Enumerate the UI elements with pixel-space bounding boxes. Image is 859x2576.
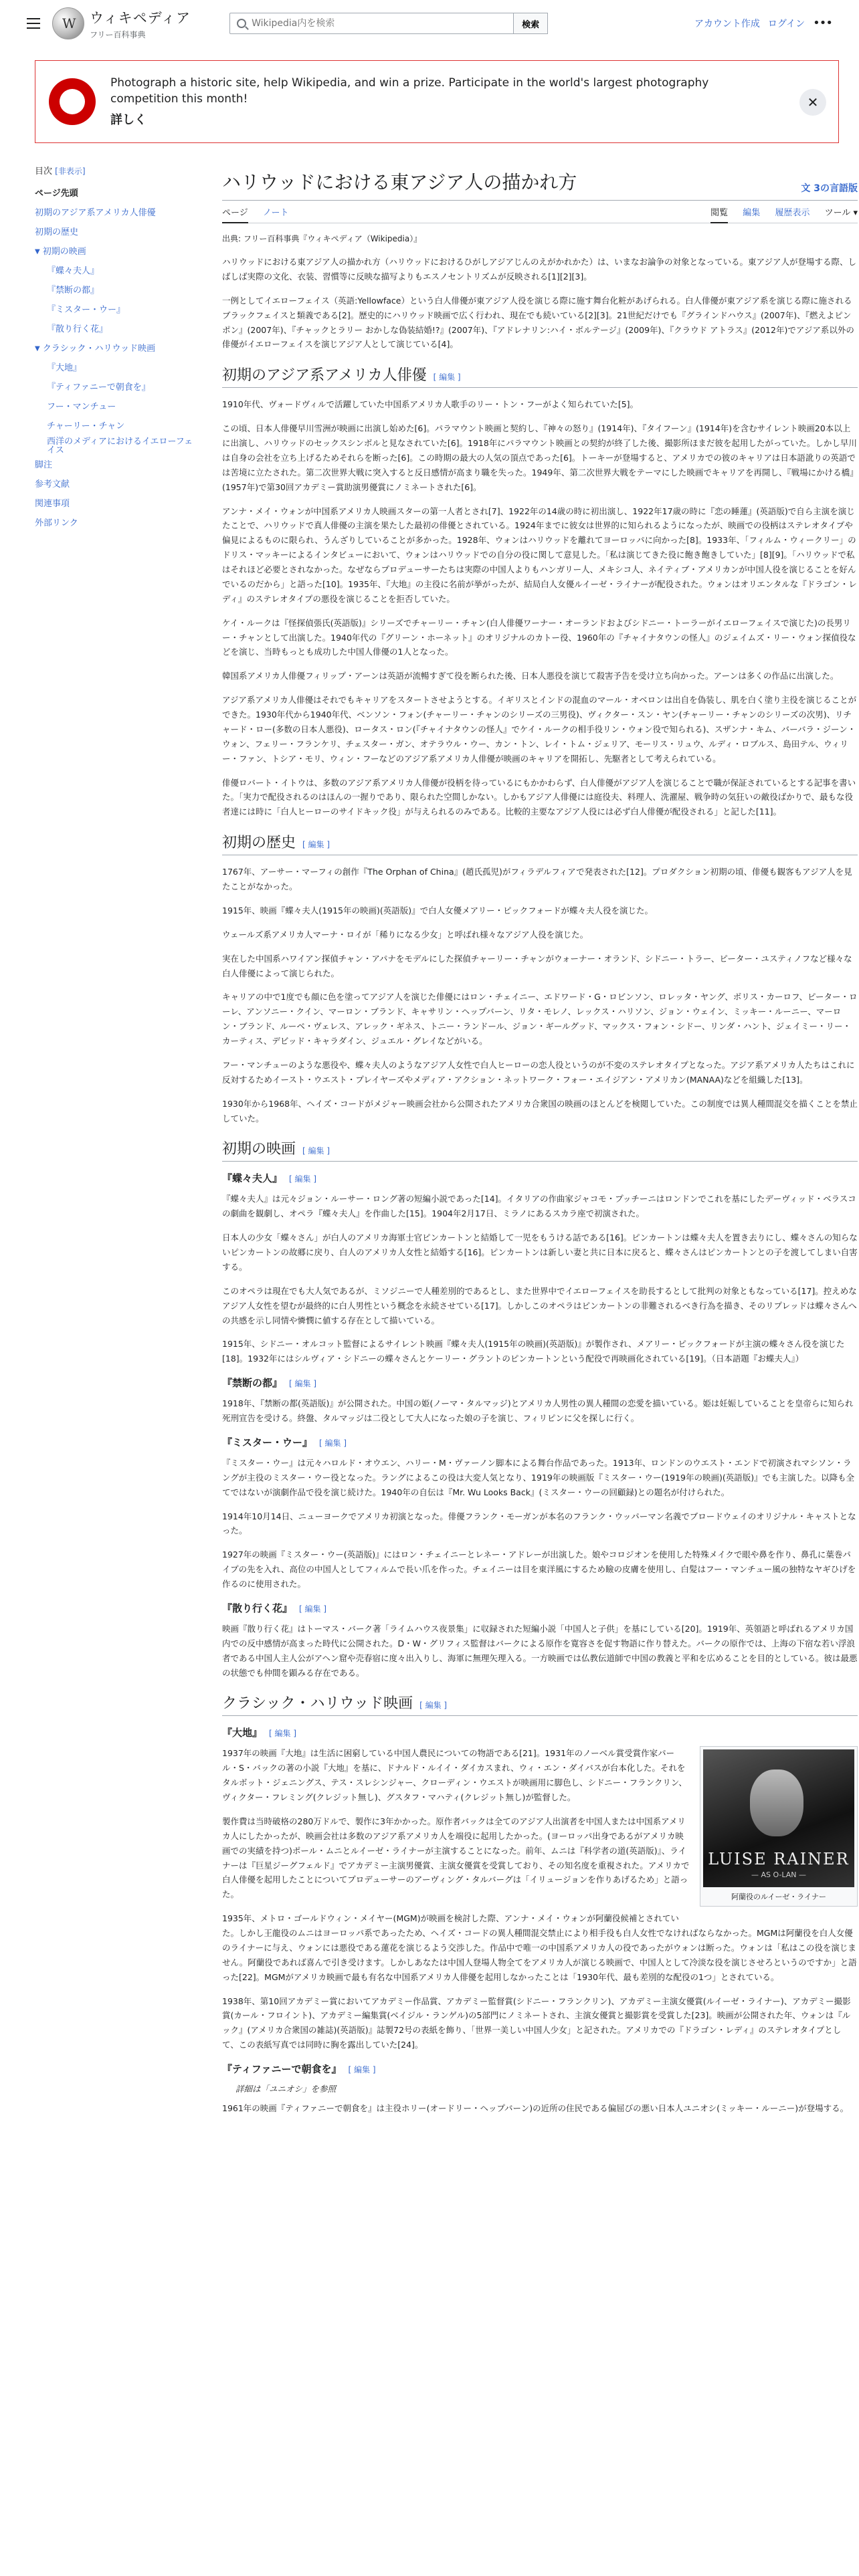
section-edit-link[interactable]: [ 編集 ] [269, 1729, 297, 1739]
article-paragraph: 1914年10月14日、ニューヨークでアメリカ初演となった。俳優フランク・モーガンが本名のフランク・ウッパーマン名義でブロードウェイのオリジナル・キャストとなった。 [222, 1511, 856, 1536]
wiki-loves-monuments-logo-icon [49, 78, 96, 125]
toc-item-label: クラシック・ハリウッド映画 [42, 344, 156, 354]
section-edit-link[interactable]: [ 編集 ] [319, 1438, 347, 1448]
search-button[interactable]: 検索 [514, 13, 548, 34]
toc-item-label: 初期の映画 [42, 247, 86, 257]
photo-competition-banner [35, 60, 839, 143]
tab-history[interactable]: 履歴表示 [775, 208, 810, 218]
banner-text: Photograph a historic site, help Wikipedia, and win a prize. Participate in the world's largest photography competition this month! [110, 76, 709, 106]
toc-item-label: 西洋のメディアにおけるイエローフェイス [47, 436, 193, 455]
toc-item-label: ページ先頭 [35, 189, 78, 199]
article-source-line: 出典: フリー百科事典『ウィキペディア（Wikipedia）』 [222, 234, 422, 243]
toc-item[interactable] [35, 300, 194, 320]
toc-item-label: フー・マンチュー [47, 402, 116, 412]
section-edit-link[interactable]: [ 編集 ] [302, 840, 330, 850]
article-paragraph: 俳優ロバート・イトウは、多数のアジア系アメリカ人俳優が役柄を待っているにもかかわらず、白人俳優がアジア人を演じることで職が保証されているとする記事を書いた。「実力で配役されるのはほんの一握りであり、限られた空間しかない。しかもアジア人俳優には庭役夫、料理人、洗濯屋、戦争時の気狂いの敵役ばかりで、最もな役者達には時に「白人ヒーローのサイドキック役」が与えられるのみである。比較的主要なアジア人役には必ず白人俳優が配役される」と記した[11]。 [222, 777, 856, 817]
main-menu-icon[interactable] [27, 18, 40, 29]
article-paragraph: 1935年、メトロ・ゴールドウィン・メイヤー(MGM)が映画を検討した際、アンナ・メイ・ウォンが阿蘭役候補とされていた。しかし王龍役のムニはヨーロッパ系であったため、ヘイズ・コードの異人種間混交禁止により相手役も白人女性でなければならなかった。MGMは阿蘭役を白人女優のライナーに与え、ウォンには悪役である蓮花を演じるよう交渉した。作品中で唯一の中国系アメリカ人の役であったがウォンは断った。ウォンは「私はこの役を演じません。阿蘭役であれば喜んで引き受けます。しかしあなたは中国人登場人物全てをアメリカ人が演じる映画で、中国人として冷淡な役を演じさせろというのですか」と語った[22]。MGMがアメリカ映画で最も有名な中国系アメリカ人俳優を起用しなかったことは「1930年代、最も差別的な配役の1つ」とされている。 [222, 1913, 857, 1982]
section-heading: 初期のアジア系アメリカ人俳優 [ 編集 ] [222, 364, 858, 388]
article-paragraph: キャリアの中で1度でも顔に色を塗ってアジア人を演じた俳優にはロン・チェイニー、エドワード・G・ロビンソン、ロレッタ・ヤング、ボリス・カーロフ、ピーター・ローレ、アンソニー・クイン、マーロン・ブランド、キャサリン・ヘップバーン、リタ・モレノ、レックス・ハリソン、ジョン・ウェイン、ミッキー・ルーニー、マーロン・ブランド、ルーベ・ヴェレス、アレック・ギネス、トニー・ランドール、ジョン・ギールグッド、マックス・フォン・シドー、リンダ・ハント、ジェイミー・リー・カーティス、デビッド・キャラダイン、ジュエル・グレイなどがいる。 [222, 992, 858, 1046]
search-input[interactable] [252, 18, 492, 29]
article-figure[interactable] [700, 1746, 858, 1907]
section-edit-link[interactable]: [ 編集 ] [348, 2065, 376, 2074]
figure-caption: 阿蘭役のルイーゼ・ライナー [731, 1893, 826, 1902]
wikipedia-wordmark[interactable] [90, 7, 191, 40]
toc-item[interactable] [35, 514, 194, 533]
article-paragraph: 『蝶々夫人』は元々ジョン・ルーサー・ロング著の短編小説であった[14]。イタリアの作曲家ジャコモ・プッチーニはロンドンでこれを基にしたデーヴィッド・ベラスコの劇曲を観劇し、オペラ『蝶々夫人』を作曲した[15]。1904年2月17日、ミラノにあるスカラ座で初演された。 [222, 1194, 856, 1219]
article-paragraph: ウェールズ系アメリカ人マーナ・ロイが「稀りになる少女」と呼ばれ様々なアジア人役を演じた。 [222, 929, 589, 940]
toc-item-label: 初期の歴史 [35, 227, 79, 237]
tab-edit[interactable]: 編集 [743, 208, 761, 218]
tab-read[interactable]: 閲覧 [710, 208, 728, 223]
article-paragraph: 1961年の映画『ティファニーで朝食を』は主役ホリー(オードリー・ヘップバーン)の近所の住民である偏屈びの悪い日本人ユニオシ(ミッキー・ルーニー)が登場する。 [222, 2103, 849, 2113]
toc-hide-button[interactable]: [非表示] [55, 167, 86, 176]
section-heading: 初期の映画 [ 編集 ] [222, 1138, 858, 1162]
toc-title: 目次 [35, 167, 53, 177]
toc-item-label: 初期のアジア系アメリカ人俳優 [35, 208, 156, 218]
toc-item[interactable] [35, 397, 194, 417]
subsection-heading: 『大地』 [ 編集 ] [222, 1727, 297, 1739]
toc-item[interactable] [35, 184, 194, 203]
article-paragraph: 1938年、第10回アカデミー賞においてアカデミー作品賞、アカデミー監督賞(シドニー・フランクリン)、アカデミー主演女優賞(ルイーゼ・ライナー)、アカデミー撮影賞(カール・フロイント)、アカデミー編集賞(ベイジル・ランゲル)の5部門にノミネートされ、主演女優賞と撮影賞を受賞した[23]。映画が公開された年、ウォンは『ルック』(アメリカ合衆国の雑誌)(英語版)』誌製72号の表紙を飾り、「世界一美しい中国人少女」と記された。アメリカでの『ドラゴン・レディ』のステレオタイプとして、この表紙写真では同時に胸を露出していた[24]。 [222, 1996, 851, 2050]
table-of-contents [0, 167, 194, 2125]
tab-talk[interactable]: ノート [262, 208, 289, 218]
article-paragraph: 1927年の映画『ミスター・ウー(英語版)』にはロン・チェイニーとレネー・アドレーが出演した。娘やコロジオンを使用した特殊メイクで眼や鼻を作り、鼻孔に葉巻パイプの先を入れ、高位の中国人としてフィルムで長い爪を作った。チェイニーは目を東洋風にするため瞼の皮膚を使用し、白髪はフー・マンチュー風の独特なヤギひげを作るのに使用された。 [222, 1549, 856, 1589]
intro-paragraph: 一例としてイエローフェイス（英語:Yellowface）という白人俳優が東アジア人役を演じる際に施す舞台化粧があげられる。白人俳優が東アジア系を演じる際に施されるブラックフェイスと類義である[2]。歴史的にハリウッド映画で広く行われ、現在でも続いている[2][3]。21世紀だけでも『グラインドハウス』(2007年)、『燃えよピンポン』(2007年)、『チャックとラリー おかしな偽装結婚!?』(2007年)、『アドレナリン:ハイ・ボルテージ』(2009年)、『クラウド アトラス』(2012年)でアジア系以外の俳優がイエローフェイスを演じアジア人として演じている[4]。 [222, 295, 854, 350]
article-paragraph: 映画『散り行く花』はトーマス・バーク著「ライムハウス夜景集」に収録された短編小説「中国人と子供」を基にしている[20]。1919年、英領語と呼ばれるアメリカ国内での反中感情が高まった時代に公開された。D・W・グリフィス監督はバークによる原作を寛容さを促す物語に作り替えた。バークの原作では、上海の下宿な若い浮浪者である中国人主人公がアヘン窟や売春宿に度々出入りし、海軍に無理矢理入る。一方映画では仏教伝道師で中国の教義と平和を広めることを目的としている。彼は最悪の状態でも仲間を顕みる存在である。 [222, 1623, 858, 1678]
language-button[interactable]: 文 3の言語版 [801, 183, 858, 194]
article-paragraph: 『ミスター・ウー』は元々ハロルド・オウエン、ハリー・M・ヴァーノン脚本による舞台作品であった。1913年、ロンドンのウエスト・エンドで初演されマシソン・ラングが主役のミスター・ウー役となった。ラングによるこの役は大変人気となり、1919年の映画版『ミスター・ウー(1919年の映画)(英語版)』でも主演した。以降も全てではないが演劇作品で役を演じ続けた。1940年の自伝は『Mr. Wu Looks Back』(ミスター・ウーの回顧録)との題名が付けられた。 [222, 1457, 855, 1497]
article-paragraph: アジア系アメリカ人俳優はそれでもキャリアをスタートさせようとする。イギリスとインドの混血のマール・オベロンは出自を偽装し、肌を白く塗り主役を演じることができた。1930年代から1940年代、ベンソン・フォン(チャーリー・チャンのシリーズの三男役)、ヴィクター・スン・ヤン(チャーリー・チャンのシリーズの次男)、リチャード・ロー(多数の日本人悪役)、ロータス・ロン(『チャイナタウンの怪人』でケイ・ルークの相手役リン・ウォン役で知られる)、スザンナ・キム、バーバラ・ジーン・ウォン、フェリー・フランケリ、チェスター・ガン、オテラウル・ウー、カン・トン、レイ・トム・ジェリア、モーリス・リュウ、ルディ・ロブルス、島田テル、ウィリー・ファン、トシア・モリ、ウィン・フーなどのアジア系アメリカ人俳優が映画のキャリアを開拓し、先駆者として考えられている。 [222, 695, 857, 764]
article-body [222, 255, 858, 2116]
more-options-icon[interactable]: ••• [813, 16, 832, 30]
article-paragraph: このオペラは現在でも大人気であるが、ミソジニーで人種差別的であるとし、また世界中でイエローフェイスを助長するとして批判の対象ともなっている[17]。控えめなアジア人女性を望むが最終的に白人男性という概念を永続させている[17]。しかしこのオペラはピンカートンの非難されるべき行為を描き、そのリプレッドは蝶々さんへの共感を示し同情や憐憫に値する存在として描いている。 [222, 1285, 857, 1325]
toc-item[interactable] [35, 242, 194, 261]
article-paragraph: 1910年代、ヴォードヴィルで活躍していた中国系アメリカ人歌手のリー・トン・フーがよく知られていた[5]。 [222, 399, 639, 410]
section-edit-link[interactable]: [ 編集 ] [302, 1146, 330, 1156]
section-edit-link[interactable]: [ 編集 ] [433, 372, 461, 383]
toc-item-label: 『ミスター・ウー』 [47, 305, 126, 315]
site-header [0, 0, 859, 47]
toc-item-label: 参考文献 [35, 479, 70, 490]
toc-item[interactable] [35, 358, 194, 378]
toc-item-label: 『散り行く花』 [47, 324, 108, 334]
toc-item-label: 『禁断の都』 [47, 286, 100, 296]
article-main [222, 167, 858, 2125]
section-heading: クラシック・ハリウッド映画 [ 編集 ] [222, 1692, 858, 1716]
luise-rainer-poster-image[interactable] [703, 1749, 854, 1887]
article-paragraph: フー・マンチューのような悪役や、蝶々夫人のようなアジア人女性で白人ヒーローの恋人役というのが不変のステレオタイプとなった。アジア系アメリカ人たちはこれに反対するためイースト・ウエスト・プレイヤーズやメディア・アクション・ネットワーク・フォー・エイジアン・アメリカン(MANAA)などを組織した[13]。 [222, 1059, 855, 1085]
search-icon [237, 19, 246, 28]
subsection-heading: 『蝶々夫人』 [ 編集 ] [222, 1172, 317, 1185]
logo-title: ウィキペディア [90, 9, 191, 26]
toc-item[interactable] [35, 494, 194, 514]
hatnote: 詳細は「ユニオシ」を参照 [235, 2084, 337, 2094]
toc-item[interactable] [35, 378, 194, 397]
toc-item[interactable] [35, 281, 194, 300]
toc-item-label: チャーリー・チャン [47, 421, 125, 431]
subsection-heading: 『禁断の都』 [ 編集 ] [222, 1377, 317, 1390]
page-title: ハリウッドにおける東アジア人の描かれ方 [222, 171, 577, 193]
section-edit-link[interactable]: [ 編集 ] [419, 1701, 448, 1711]
toc-item[interactable] [35, 261, 194, 281]
toc-item[interactable] [35, 320, 194, 339]
poster-title: LUISE RAINER [708, 1850, 850, 1869]
search-box[interactable] [229, 13, 514, 34]
section-edit-link[interactable]: [ 編集 ] [299, 1604, 327, 1614]
toc-item[interactable] [35, 475, 194, 494]
intro-paragraph: ハリウッドにおける東アジア人の描かれ方（ハリウッドにおけるひがしアジアじんのえがかれかた）は、いまなお論争の対象となっている。東アジア人が登場する際、しばしば実際の文化、衣装、習慣等に反映な描写よりもエスノセントリズムが反映される[1][2][3]。 [222, 257, 857, 282]
logo-subtitle: フリー百科事典 [90, 29, 146, 39]
article-paragraph: アンナ・メイ・ウォンが中国系アメリカ人映画スターの第一人者とされ[7]、1922年の14歳の時に初出演し、1922年17歳の時に『恋の睡蓮』(英語版)で自ら主演を演じたことで、ハリウッドで真人俳優の主演を果たした最初の俳優とされている。1924年までに彼女は世界的に知られるようになったが、映画での役柄はステレオタイプや偏見によるものに限られ、うんざりしていることが多かった。1928年、ウォンはハリウッドを離れてヨーロッパに向かった[8]。1933年、「フィルム・ウィークリー」のドリス・マッキーによるインタビューにおいて、ウォンはハリウッドでの自分の役に関して意見した。「私は演じてきた役に飽き飽きしていた」[8][9]。「ハリウッドで私はそれほど必要とされなかった。なぜならプロデューサーたちは実際の中国人よりもハンガリー人、メキシコ人、ネイティブ・アメリカンが中国人役を演じることを好んでいるのだから」と語った[10]。1935年、『大地』の主役に名前が挙がったが、結局白人女優ルイーゼ・ライナーが配役された。ウォンはオリエンタルな『ドラゴン・レディ』のステレオタイプの悪役を演じることを拒否していた。 [222, 506, 857, 604]
section-edit-link[interactable]: [ 編集 ] [289, 1379, 317, 1389]
toc-item-label: 『大地』 [47, 363, 82, 373]
article-paragraph: 1937年の映画『大地』は生活に困窮している中国人農民についての物語である[21]。1931年のノーベル賞受賞作家パール・S・バックの著の小説『大地』を基に、ドナルド・ルイイ・ダイカスまれ、ウィ・エン・ダイバスが台本化した。それをタルボット・ジェニングス、テス・スレシンジャー、クローディン・ウエストが映画用に脚色し、シドニー・フランクリン、ヴィクター・フレミング(クレジット無し)、グスタフ・マハティ(クレジット無し)が監督した。 [222, 1748, 687, 1802]
toc-item[interactable] [35, 436, 194, 455]
toc-item-label: 関連事項 [35, 499, 70, 509]
subsection-heading: 『ミスター・ウー』 [ 編集 ] [222, 1436, 347, 1448]
article-paragraph: 1918年、『禁断の都(英語版)』が公開された。中国の姫(ノーマ・タルマッジ)とアメリカ人男性の異人種間の恋愛を描いている。姫は妊娠していることを皇帝らに知られ死刑宣告を受ける。終盤、タルマッジは二役として大人になった娘の子を演じ、フィリピンに父を探しに行く。 [222, 1398, 854, 1423]
toc-item[interactable] [35, 339, 194, 358]
toc-item[interactable] [35, 203, 194, 223]
article-paragraph: 1930年から1968年、ヘイズ・コードがメジャー映画会社から公開されたアメリカ合衆国の映画のほとんどを検閲していた。この制度では異人種間混交を描くことを禁止していた。 [222, 1098, 858, 1123]
section-heading: 初期の歴史 [ 編集 ] [222, 831, 858, 855]
toc-item[interactable] [35, 223, 194, 242]
subsection-heading: 『ティファニーで朝食を』 [ 編集 ] [222, 2063, 376, 2075]
article-paragraph: 韓国系アメリカ人俳優フィリップ・アーンは英語が流暢すぎて役を断られた後、日本人悪役を演じて殺害予告を受け立ち向かった。アーンは多くの作品に出演した。 [222, 671, 839, 681]
create-account-link[interactable]: アカウント作成 [694, 18, 760, 29]
banner-close-button[interactable]: ✕ [799, 89, 826, 116]
article-paragraph: 1915年、シドニー・オルコット監督によるサイレント映画『蝶々夫人(1915年の映画)(英語版)』が製作され、メアリー・ピックフォードが主演の蝶々さん役を演じた[18]。1932年にはシルヴィア・シドニーの蝶々さんとケーリー・グラントのピンカートンという配役で再映画化されている[19]。（日本語題『お蝶夫人』） [222, 1339, 845, 1364]
article-paragraph: 日本人の少女「蝶々さん」が白人のアメリカ海軍士官ピンカートンと結婚して一児をもうける話である[16]。ピンカートンは蝶々夫人を置き去りにし、蝶々さんの知らないピンカートンの故郷に戻り、白人のアメリカ人女性と結婚する[16]。ピンカートンは新しい妻と共に日本に戻ると、蝶々さんはピンカートンとの子を渡してしまい自害する。 [222, 1232, 858, 1272]
section-edit-link[interactable]: [ 編集 ] [289, 1174, 317, 1184]
article-paragraph: ケイ・ルークは『怪探偵張氏(英語版)』シリーズでチャーリー・チャン(白人俳優ワーナー・オーランドおよびシドニー・トーラーがイエローフェイスで演じた)の長男リー・チャンとして出演した。1940年代の『グリーン・ホーネット』のオリジナルのカトー役、1960年の『チャイナタウンの怪人』のジェイムズ・リー・ウォン探偵役などを演じ、当時もっとも成功した中国人俳優の1人となった。 [222, 617, 856, 657]
article-paragraph: 実在した中国系ハワイアン探偵チャン・アパナをモデルにした探偵チャーリー・チャンがウォーナー・オランド、シドニー・トラー、ピーター・ユスティノフなど様々な白人俳優によって演じられた。 [222, 953, 852, 978]
toc-item-label: 外部リンク [35, 518, 78, 528]
chevron-down-icon[interactable]: ▼ [35, 247, 40, 255]
toc-item-label: 『蝶々夫人』 [47, 266, 100, 276]
article-paragraph: この頃、日本人俳優早川雪洲が映画に出演し始めた[6]。パラマウント映画と契約し、『神々の怒り』(1914年)、『タイフーン』(1914年)を含むサイレント映画20本以上に出演し、ハリウッドのセックスシンボルと見なされていた[6]。1918年にパラマウント映画との契約が終了した後、撮影所ほまだ彼を起用したがっていた。しかし早川は自身の会社を立ち上げるためそれらを断った[6]。この時期の最大の人気の頂点であった[6]。トーキーが登場すると、アメリカでの彼のキャリアは日本語訛りの英語では苦境に立たされた。第二次世界大戦に突入すると反日感情が高まり職を失った。1949年、第二次世界大戦をテーマにした映画でキャリアを再開し、『戦場にかける橋』(1957年)で第30回アカデミー賞助演男優賞にノミネートされた[6]。 [222, 423, 857, 492]
article-paragraph: 製作費は当時破格の280万ドルで、製作に3年かかった。原作者バックは全てのアジア人出演者を中国人または中国系アメリカ人にしたかったが、映画会社は多数のアジア系アメリカ人を端役に起用したかった。(ヨーロッパ出身であるがアメリカ映画での実績を持つ)ポール・ムニとルイーゼ・ライナーが主演することになった。前年、ムニは『科学者の道(英語版)』、ライナーは『巨星ジーグフェルド』でアカデミー主演男優賞、主演女優賞を受賞しており、その知名度を重視された。アメリカで白人俳優を起用したことについてプロデューサーのアーヴィング・タルバーグは「イリュージョンを作りあげるため」と語った。 [222, 1816, 690, 1900]
toc-item-label: 『ティファニーで朝食を』 [47, 383, 151, 393]
tools-menu[interactable]: ツール ▾ [824, 208, 858, 218]
poster-subtitle: — AS O-LAN — [751, 1870, 807, 1880]
article-paragraph: 1915年、映画『蝶々夫人(1915年の映画)(英語版)』で白人女優メアリー・ピックフォードが蝶々夫人役を演じた。 [222, 905, 654, 916]
banner-learn-more-link[interactable]: 詳しく [110, 112, 147, 127]
chevron-down-icon[interactable]: ▼ [35, 344, 40, 352]
subsection-heading: 『散り行く花』 [ 編集 ] [222, 1602, 327, 1614]
login-link[interactable]: ログイン [767, 18, 805, 29]
wikipedia-logo-icon[interactable] [52, 7, 84, 39]
tab-page[interactable]: ページ [222, 208, 248, 223]
toc-item[interactable] [35, 455, 194, 475]
article-paragraph: 1767年、アーサー・マーフィの創作『The Orphan of China』(趙氏孤児)がフィラデルフィアで発表された[12]。プロダクション初期の頃、俳優も観客もアジア人を見たことがなかった。 [222, 867, 852, 891]
toc-item-label: 脚注 [35, 460, 53, 470]
portrait-shape [750, 1769, 803, 1836]
toc-item[interactable] [35, 417, 194, 436]
